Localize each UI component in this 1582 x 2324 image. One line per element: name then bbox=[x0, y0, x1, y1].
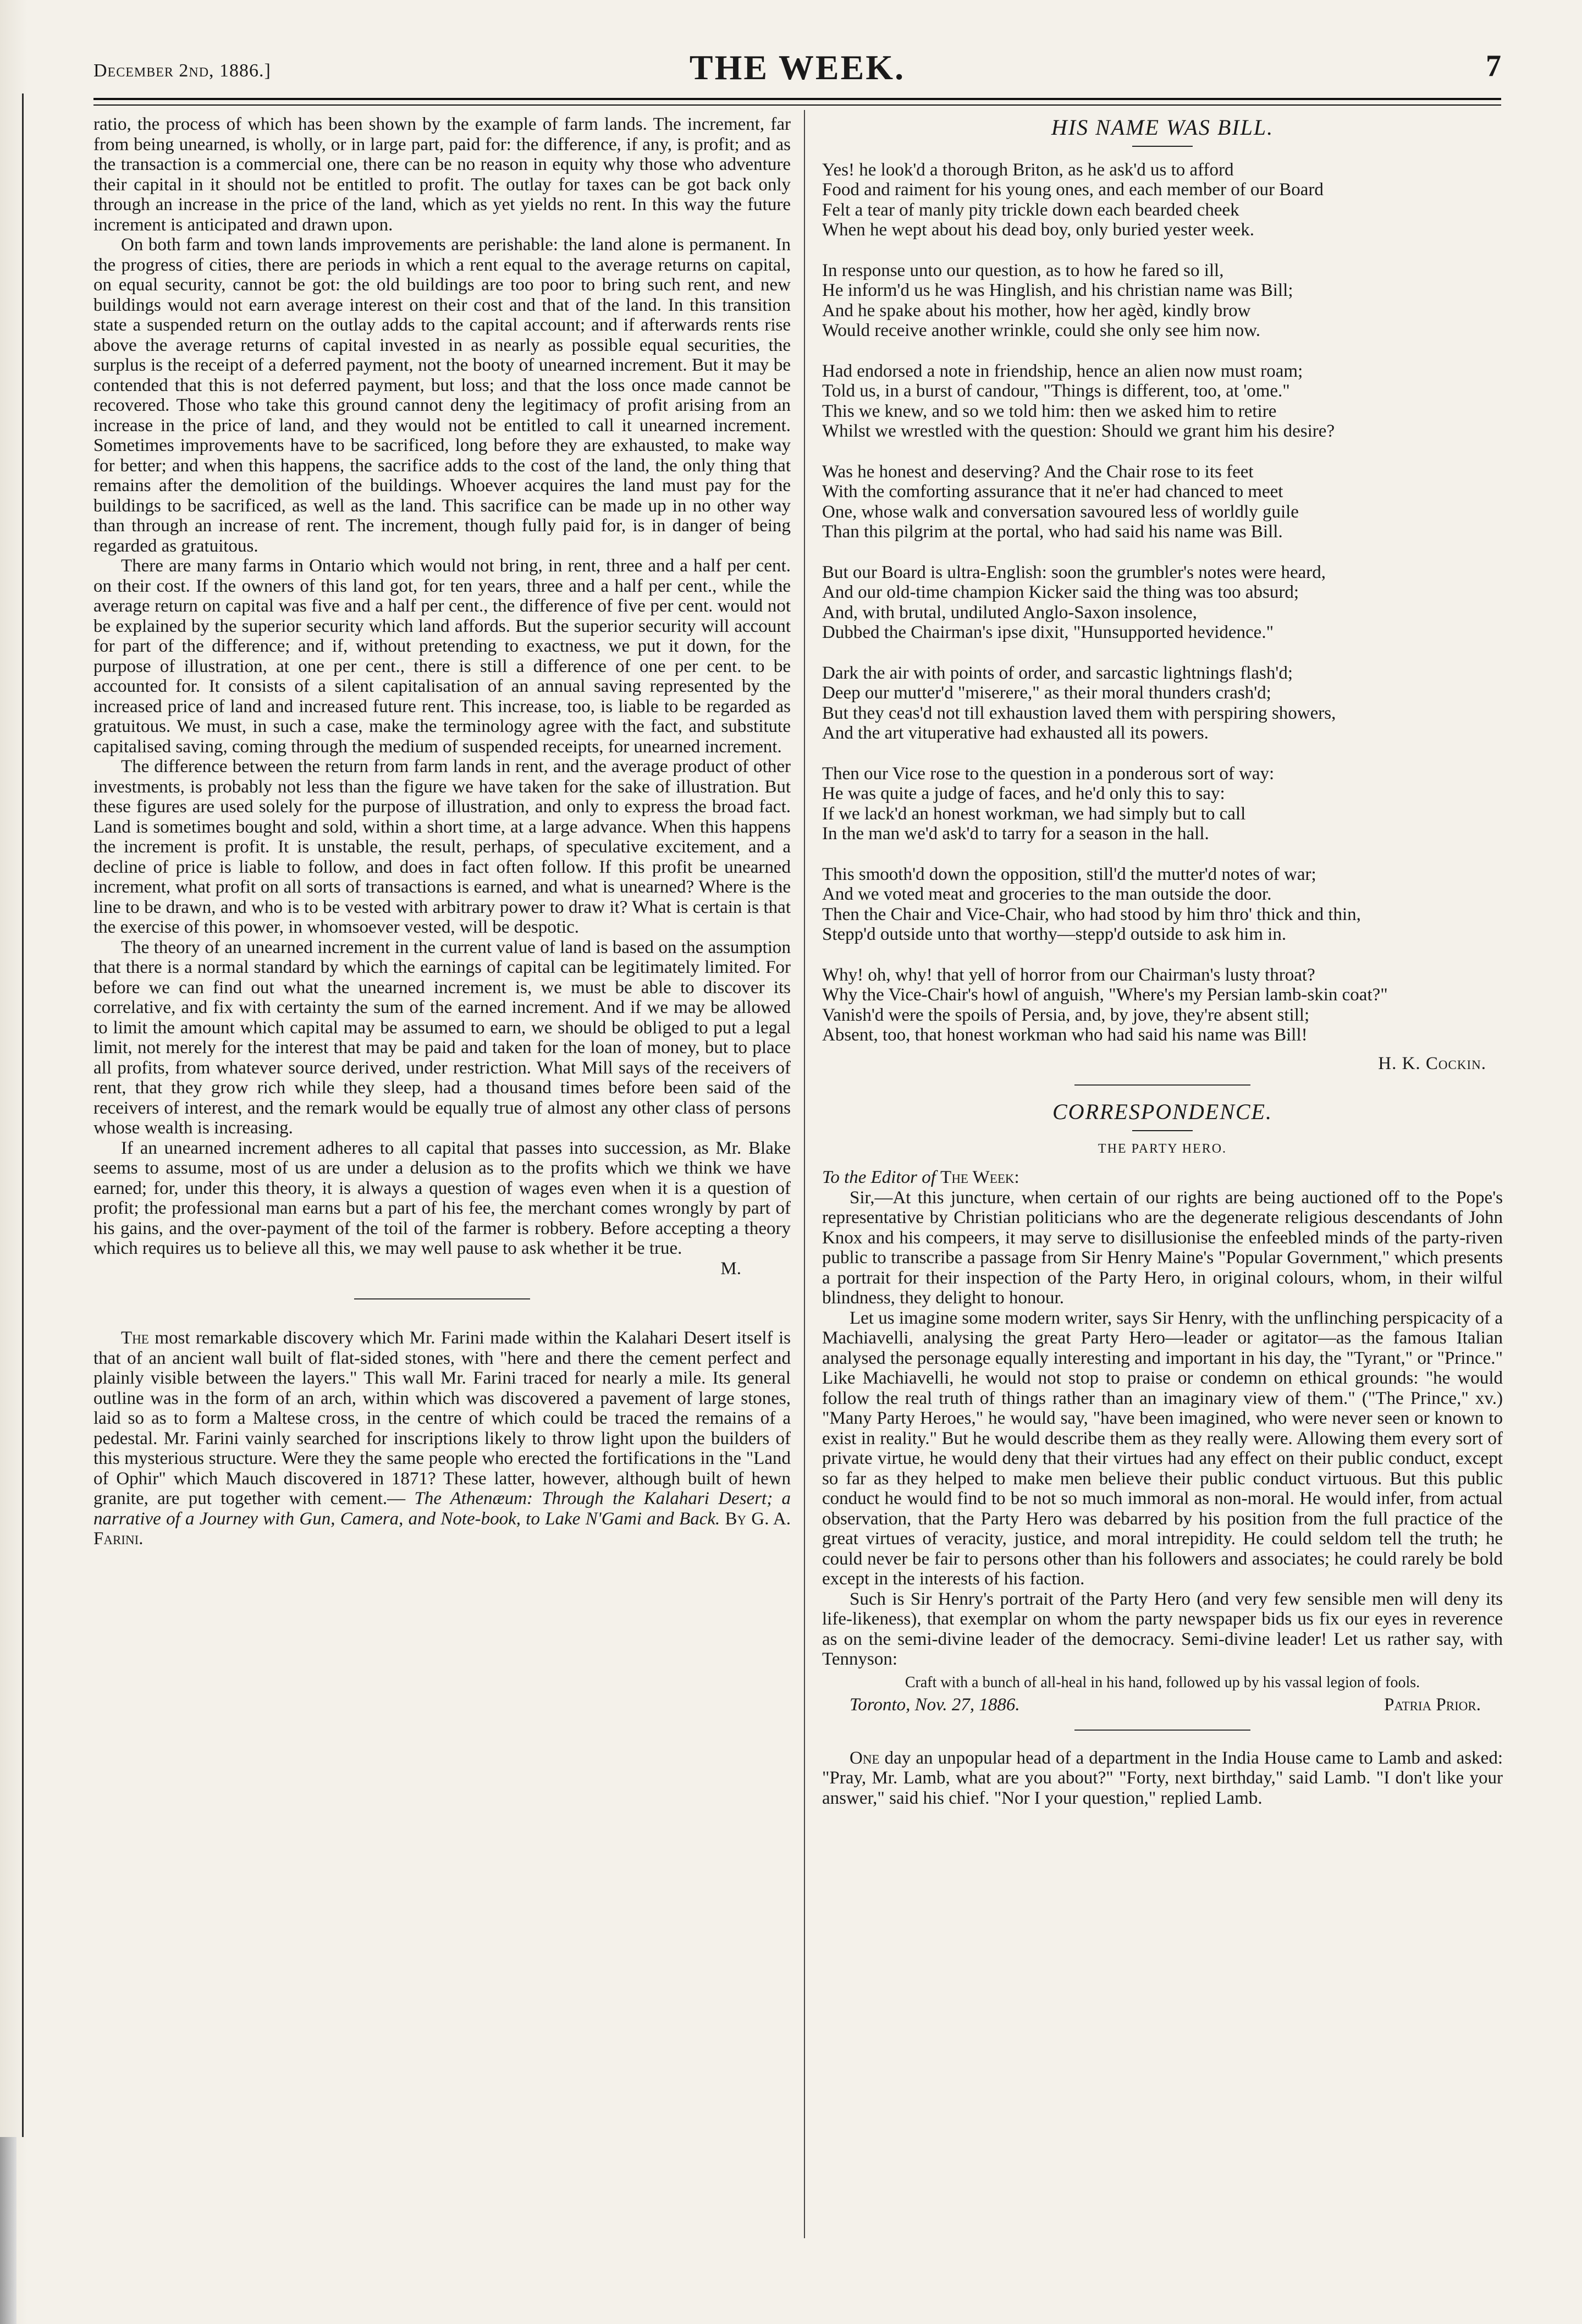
poem-stanza bbox=[822, 965, 1503, 1045]
poem-line: Then the Chair and Vice-Chair, who had stood by him thro' thick and thin, bbox=[822, 904, 1361, 924]
poem-line: One, whose walk and conversation savoured less of worldly guile bbox=[822, 502, 1299, 522]
left-column bbox=[93, 114, 791, 1549]
poem-stanza bbox=[822, 261, 1503, 341]
salutation-prefix: To the Editor of bbox=[822, 1167, 936, 1187]
poem-line: Felt a tear of manly pity trickle down each bearded cheek bbox=[822, 200, 1239, 220]
poem-stanza bbox=[822, 361, 1503, 442]
poem-line: Why! oh, why! that yell of horror from our Chairman's lusty throat? bbox=[822, 965, 1315, 985]
poem-line: He was quite a judge of faces, and he'd only this to say: bbox=[822, 784, 1225, 803]
correspondence-subtitle: THE PARTY HERO. bbox=[1098, 1141, 1227, 1156]
poem-line: When he wept about his dead boy, only buried yester week. bbox=[822, 220, 1254, 240]
farini-lead-word: The bbox=[121, 1328, 149, 1348]
column-divider bbox=[804, 110, 805, 2238]
poem-stanza bbox=[822, 563, 1503, 643]
title-rule bbox=[1132, 1130, 1193, 1131]
poem-line: Than this pilgrim at the portal, who had said his name was Bill. bbox=[822, 522, 1283, 542]
page-number: 7 bbox=[1486, 49, 1501, 83]
poem-line: Vanish'd were the spoils of Persia, and, by jove, they're absent still; bbox=[822, 1005, 1310, 1025]
header-rule-thin bbox=[93, 104, 1501, 106]
article-paragraph: If an unearned increment adheres to all capital that passes into succession, as Mr. Blake seems to assume, most of us are under a delusion as to the profits which we think we have earned; for, under this theory, it is always a question of wages even when it is a question of profit; the professional man earns but a part of his fee, the merchant comes wrongly by part of his gains, and the over-payment of the toil of the farmer is robbery. Before accepting a theory which requires us to believe all this, we may well pause to ask whether it be true. bbox=[93, 1138, 791, 1258]
article-paragraph: The difference between the return from farm lands in rent, and the average product of other investments, is probably not less than the figure we have taken for the sake of illustration. But these figures are used solely for the purpose of illustration, and only to express the broad fact. Land is sometimes bought and sold, within a short time, at a large advance. When this happens the increment is profit. It is unstable, the result, perhaps, of speculative excitement, and a decline of price is liable to follow, and does in fact often follow. If this profit be unearned increment, what profit on all sorts of transactions is earned, and what is unearned? Where is the line to be drawn, and who is to be vested with arbitrary power to draw it? What is certain is that the exercise of this power, in whomsoever vested, will be despotic. bbox=[93, 757, 791, 937]
poem-stanza bbox=[822, 764, 1503, 844]
poem-line: Food and raiment for his young ones, and each member of our Board bbox=[822, 180, 1324, 200]
poem-line: Deep our mutter'd "miserere," as their moral thunders crash'd; bbox=[822, 683, 1271, 703]
poem-line: Why the Vice-Chair's howl of anguish, "Where's my Persian lamb-skin coat?" bbox=[822, 985, 1388, 1005]
section-separator bbox=[1074, 1084, 1250, 1086]
poem-line: With the comforting assurance that it ne'er had chanced to meet bbox=[822, 482, 1283, 502]
tennyson-quote: Craft with a bunch of all-heal in his hand, followed up by his vassal legion of fools. bbox=[905, 1673, 1420, 1691]
poem-line: And our old-time champion Kicker said the thing was too absurd; bbox=[822, 582, 1299, 602]
poem-line: In response unto our question, as to how he fared so ill, bbox=[822, 260, 1224, 280]
right-column bbox=[822, 114, 1503, 1808]
poem-line: If we lack'd an honest workman, we had simply but to call bbox=[822, 803, 1246, 824]
page-spine bbox=[0, 0, 27, 2324]
header-rule-thick bbox=[93, 98, 1501, 100]
poem-line: Would receive another wrinkle, could she only see him now. bbox=[822, 321, 1261, 340]
poem-line: Told us, in a burst of candour, "Things is different, too, at 'ome." bbox=[822, 381, 1290, 401]
article-paragraph: ratio, the process of which has been shown by the example of farm lands. The increment, far from being unearned, is wholly, or in large part, paid for: the difference, if any, is profit; and as the transaction is a commercial one, there can be no reason in equity why those who adventure their capital in it should not be entitled to profit. The outlay for taxes can be got back only through an increase in the price of the land, which as yet yields no rent. In this way the future increment is anticipated and drawn upon. bbox=[93, 114, 791, 235]
poem-stanza bbox=[822, 462, 1503, 542]
letter-signature: Patria Prior. bbox=[1384, 1695, 1481, 1715]
poem-line: In the man we'd ask'd to tarry for a season in the hall. bbox=[822, 824, 1209, 844]
poem-stanza bbox=[822, 864, 1503, 945]
poem-stanza bbox=[822, 160, 1503, 240]
letter-paragraph: Let us imagine some modern writer, says Sir Henry, with the unflinching perspicacity of a Machiavelli, analysing the great Party Hero—leader or agitator—as the famous Italian analysed the personage equally interesting and important in his day, the "Tyrant," or "Prince." Like Machiavelli, he would not stop to praise or condemn on ethical grounds: "he would follow the real truth of things rather than an imaginary view of them." ("The Prince," xv.) "Many Party Heroes," he would say, "have been imagined, who were never seen or known to exist in reality." But he would describe them as they really were. Allowing them every sort of private virtue, he would deny that their virtues had any effect on their public conduct, except so far as they helped to make men believe their public conduct virtuous. But this public conduct he would find to be not so much immoral as non-moral. He would infer, from actual observation, that the Party Hero was debarred by his position from the full practice of the great virtues of veracity, justice, and moral intrepidity. He could seldom tell the truth; he could never be fair to persons other than his followers and associates; he could rarely be bold except in the interests of his faction. bbox=[822, 1308, 1503, 1589]
farini-citation-author: By G. A. Farini. bbox=[93, 1508, 791, 1549]
poem-line: And the art vituperative had exhausted all its powers. bbox=[822, 723, 1209, 743]
letter-signoff bbox=[822, 1695, 1503, 1715]
poem-line: This smooth'd down the opposition, still'd the mutter'd notes of war; bbox=[822, 864, 1316, 884]
poem-line: Absent, too, that honest workman who had said his name was Bill! bbox=[822, 1025, 1308, 1045]
poem-line: Then our Vice rose to the question in a ponderous sort of way: bbox=[822, 763, 1275, 784]
lamb-anecdote bbox=[822, 1748, 1503, 1809]
article-signature-row bbox=[93, 1259, 791, 1279]
poem-stanza bbox=[822, 663, 1503, 744]
poem-line: But they ceas'd not till exhaustion laved them with perspiring showers, bbox=[822, 703, 1336, 723]
section-separator bbox=[1074, 1730, 1250, 1731]
farini-paragraph bbox=[93, 1328, 791, 1549]
poem-line: Whilst we wrestled with the question: Should we grant him his desire? bbox=[822, 421, 1335, 441]
correspondence-title: CORRESPONDENCE. bbox=[1052, 1099, 1272, 1124]
farini-text: most remarkable discovery which Mr. Farini made within the Kalahari Desert itself is that of an ancient wall built of flat-sided stones, with "here and there the cement perfect and plainly visible between the layers." This wall Mr. Farini traced for nearly a mile. Its general outline was in the form of an arch, within which was discovered a pavement of large stones, laid so as to form a Maltese cross, in the centre of which could be traced the remains of a pedestal. Mr. Farini vainly searched for inscriptions likely to throw light upon the builders of this mysterious structure. Were they the same people who erected the fortifications in the "Land of Ophir" which Mauch discovered in 1871? These latter, however, although built of hewn granite, are put together with cement.— bbox=[93, 1328, 791, 1508]
poem-line: Dark the air with points of order, and sarcastic lightnings flash'd; bbox=[822, 663, 1293, 683]
title-rule bbox=[1132, 146, 1193, 147]
poem-line: And he spake about his mother, how her agèd, kindly brow bbox=[822, 300, 1251, 321]
poem-line: Had endorsed a note in friendship, hence an alien now must roam; bbox=[822, 361, 1303, 381]
poem-line: Was he honest and deserving? And the Chair rose to its feet bbox=[822, 461, 1254, 482]
scan-edge bbox=[0, 2137, 16, 2324]
poem-line: But our Board is ultra-English: soon the grumbler's notes were heard, bbox=[822, 562, 1326, 582]
article-signature: M. bbox=[720, 1258, 741, 1279]
poem-line: He inform'd us he was Hinglish, and his christian name was Bill; bbox=[822, 280, 1293, 300]
article-paragraph: On both farm and town lands improvements are perishable: the land alone is permanent. In the progress of cities, there are periods in which a rent equal to the average returns on capital, on equal security, cannot be got: the old buildings are too poor to bring such rent, and new buildings would not earn average interest on their cost and that of the land. In this transition state a suspended return on the outlay adds to the capital account; and if afterwards rents rise above the average returns of capital invested in as nearly as possible equal securities, the surplus is the receipt of a deferred payment, not the booty of unearned increment. But it may be contended that this is not deferred payment, but loss; and that the loss once made cannot be recovered. Those who take this ground cannot deny the legitimacy of profit arising from an increase in the price of land, and they would not be entitled to call it unearned increment. Sometimes improvements have to be sacrificed, long before they are exhausted, to make way for better; and when this happens, the sacrifice adds to the cost of the land, the only thing that remains after the demolition of the buildings. Whoever acquires the land must pay for the buildings to be sacrificed, as well as the land. This sacrifice can be made up in no other way than through an increase of rent. The increment, though fully paid for, is in danger of being regarded as gratuitous. bbox=[93, 235, 791, 556]
anecdote-text: day an unpopular head of a department in the India House came to Lamb and asked: "Pray, Mr. Lamb, what are you about?" "Forty, next birthday," said Lamb. "I don't like your answer," said his chief. "Nor I your question," replied Lamb. bbox=[822, 1748, 1503, 1808]
farini-citation: The Athenæum: Through the Kalahari Desert; a narrative of a Journey with Gun, Camera, and Note-book, to Lake N'Gami and Back. bbox=[93, 1489, 791, 1529]
salutation bbox=[822, 1167, 1503, 1188]
header-date: December 2nd, 1886.] bbox=[93, 60, 271, 81]
page-header bbox=[93, 44, 1501, 104]
letter-paragraph: Sir,—At this juncture, when certain of our rights are being auctioned off to the Pope's representative by Christian politicians who are the degenerate religious descendants of John Knox and his compeers, it may serve to disillusionise the enfeebled minds of the party-riven public to transcribe a passage from Sir Henry Maine's "Popular Government," which presents a portrait for their inspection of the Party Hero, in original colours, whom, in their wilful blindness, they delight to honour. bbox=[822, 1187, 1503, 1308]
poem-line: Yes! he look'd a thorough Briton, as he ask'd us to afford bbox=[822, 159, 1234, 180]
poem bbox=[822, 160, 1503, 1045]
poem-line: And, with brutal, undiluted Anglo-Saxon insolence, bbox=[822, 602, 1197, 623]
salutation-publication: The Week: bbox=[940, 1167, 1019, 1187]
poem-line: Dubbed the Chairman's ipse dixit, "Hunsupported hevidence." bbox=[822, 623, 1274, 642]
poem-author: H. K. Cockin. bbox=[1378, 1053, 1486, 1073]
poem-line: And we voted meat and groceries to the man outside the door. bbox=[822, 884, 1272, 904]
article-paragraph: There are many farms in Ontario which would not bring, in rent, three and a half per cent. on their cost. If the owners of this land got, for ten years, three and a half per cent., while the average return on capital was five and a half per cent., the difference of five per cent. would not be explained by the superior security which land affords. But the superior security will account for part of the difference; and if, without pretending to exactness, we put it down, for the purpose of illustration, at one per cent., there is still a difference of one per cent. to be accounted for. It consists of a silent capitalisation of an annual saving represented by the increased price of land and increased future rent. This increase, too, is liable to be regarded as gratuitous. We must, in such a case, make the terminology agree with the fact, and substitute capitalised saving, coming through the medium of suspended receipts, for unearned increment. bbox=[93, 556, 791, 757]
letter-place-date: Toronto, Nov. 27, 1886. bbox=[850, 1695, 1020, 1715]
anecdote-lead-word: One bbox=[850, 1748, 880, 1768]
poem-line: This we knew, and so we told him: then we asked him to retire bbox=[822, 401, 1277, 421]
letter-paragraph: Such is Sir Henry's portrait of the Party Hero (and very few sensible men will deny its life-likeness), that exemplar on whom the party newspaper bids us fix our eyes in reverence as on the semi-divine leader of the democracy. Semi-divine leader! Let us rather say, with Tennyson: bbox=[822, 1589, 1503, 1669]
article-paragraph: The theory of an unearned increment in the current value of land is based on the assumption that there is a normal standard by which the earnings of capital can be legitimately limited. For before we can find out what the unearned increment is, we must be able to discover its correlative, and fix with certainty the sum of the earned increment. And if we may be allowed to limit the amount which capital may be assumed to earn, we should be obliged to put a legal limit, not merely for the interest that may be paid and taken for the loan of money, but to place all profits, from whatever source derived, under restriction. What Mill says of the receivers of rent, that they grow rich while they sleep, had a thousand times before been said of the receivers of interest, and the remark would be equally true of almost any other class of persons whose wealth is increasing. bbox=[93, 937, 791, 1138]
publication-title: THE WEEK. bbox=[689, 48, 906, 87]
poem-title: HIS NAME WAS BILL. bbox=[1051, 115, 1274, 140]
poem-line: Stepp'd outside unto that worthy—stepp'd outside to ask him in. bbox=[822, 924, 1287, 944]
section-separator bbox=[354, 1298, 530, 1299]
